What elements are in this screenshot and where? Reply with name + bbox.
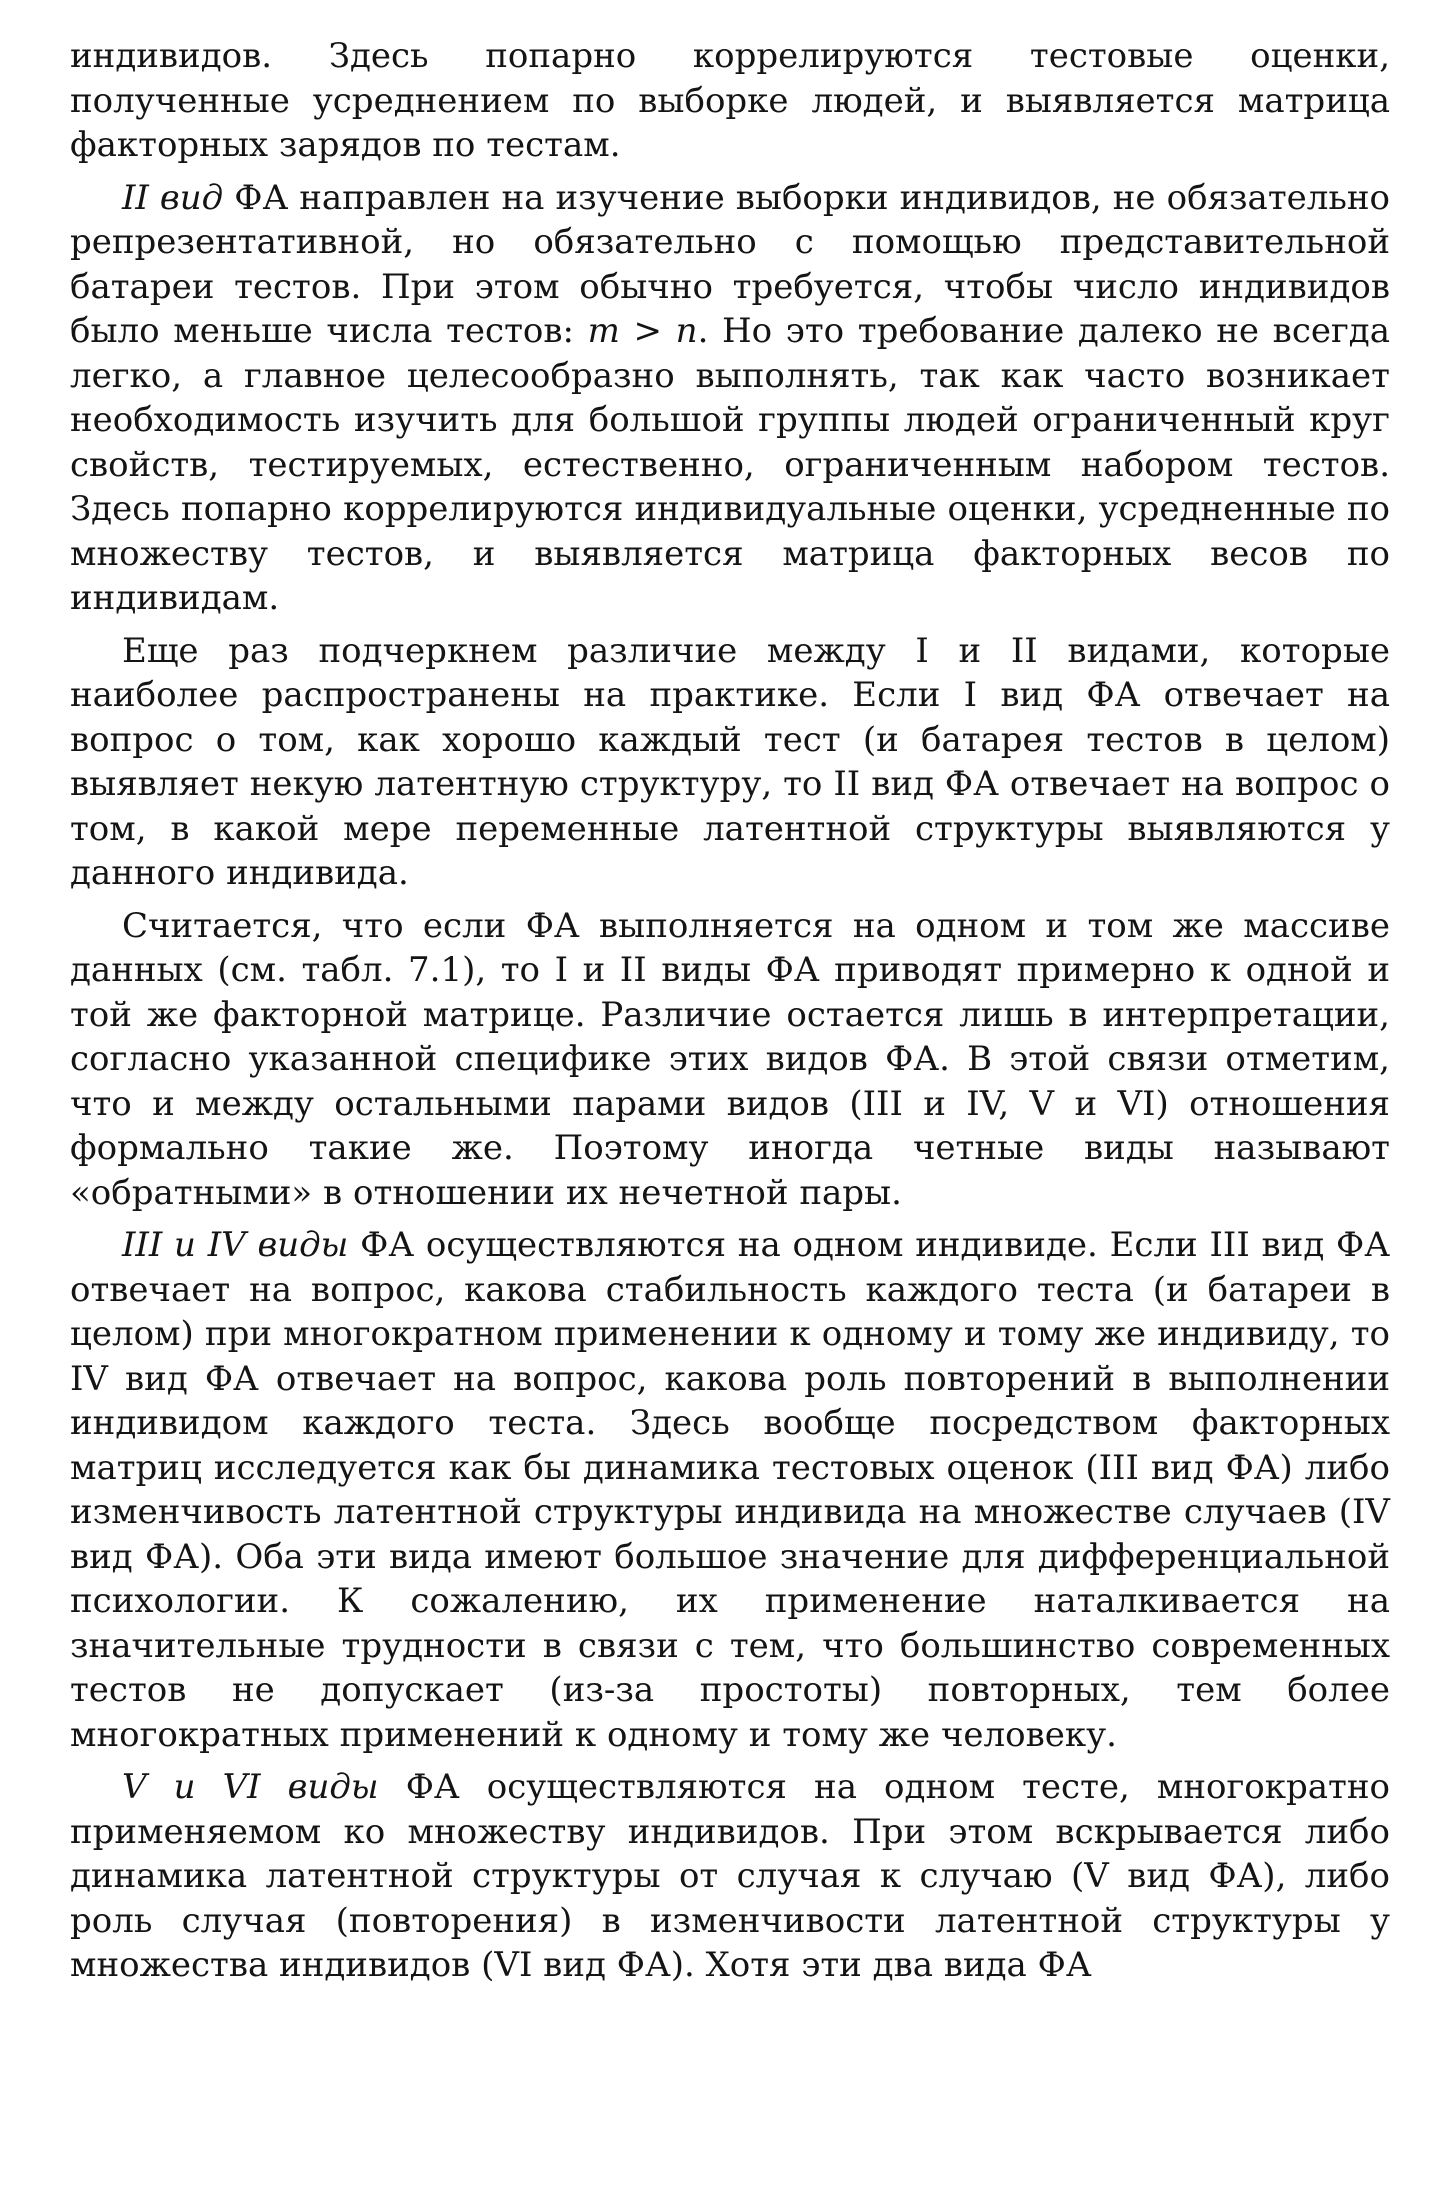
paragraph-text: индивидов. Здесь попарно коррелируются тестовые оценки, полученные усреднением по выборке людей, и выявляется матрица факторных зарядов по тестам. <box>70 36 1390 165</box>
paragraph-text: ФА осуществляются на одном тесте, многократно применяемом ко множеству индивидов. При этом вскрывается либо динамика латентной структуры от случая к случаю (V вид ФА), либо роль случая (повторения) в изменчивости латентной структуры у множества индивидов (VI вид ФА). Хотя эти два вида ФА <box>70 1767 1390 1985</box>
paragraph-comparison <box>70 629 1390 896</box>
paragraph-type-ii <box>70 176 1390 621</box>
document-page <box>70 34 1390 1996</box>
paragraph-continuation <box>70 34 1390 168</box>
paragraph-lead-term: V и VI виды <box>122 1767 379 1807</box>
paragraph-type-iii-iv <box>70 1223 1390 1757</box>
inline-formula: m > n <box>587 311 698 351</box>
paragraph-type-v-vi <box>70 1765 1390 1988</box>
paragraph-text: ФА направлен на изучение выборки индивидов, не обязательно репрезентативной, но обязательно с помощью представительной батареи тестов. При этом обычно требуется, чтобы число индивидов было меньше числа тестов: <box>70 177 1390 351</box>
paragraph-text: ФА осуществляются на одном индивиде. Если III вид ФА отвечает на вопрос, какова стабильность каждого теста (и батареи в целом) при многократном применении к одному и тому же индивиду, то IV вид ФА отвечает на вопрос, какова роль повторений в выполнении индивидом каждого теста. Здесь вообще посредством факторных матриц исследуется как бы динамика тестовых оценок (III вид ФА) либо изменчивость латентной структуры индивида на множестве случаев (IV вид ФА). Оба эти вида имеют большое значение для дифференциальной психологии. К сожалению, их применение наталкивается на значительные трудности в связи с тем, что большинство современных тестов не допускает (из-за простоты) повторных, тем более многократных применений к одному и тому же человеку. <box>70 1225 1390 1755</box>
paragraph-lead-term: II вид <box>122 177 224 218</box>
paragraph-reverse-types <box>70 904 1390 1216</box>
paragraph-text: . Но это требование далеко не всегда легко, а главное целесообразно выполнять, так как часто возникает необходимость изучить для большой группы людей ограниченный круг свойств, тестируемых, естественно, ограниченным набором тестов. Здесь попарно коррелируются индивидуальные оценки, усредненные по множеству тестов, и выявляется матрица факторных весов по индивидам. <box>70 311 1390 618</box>
paragraph-text: Еще раз подчеркнем различие между I и II видами, которые наиболее распространены на практике. Если I вид ФА отвечает на вопрос о том, как хорошо каждый тест (и батарея тестов в целом) выявляет некую латентную структуру, то II вид ФА отвечает на вопрос о том, в какой мере переменные латентной структуры выявляются у данного индивида. <box>70 630 1390 893</box>
paragraph-text: Считается, что если ФА выполняется на одном и том же массиве данных (см. табл. 7.1), то I и II виды ФА приводят примерно к одной и той же факторной матрице. Различие остается лишь в интерпретации, согласно указанной специфике этих видов ФА. В этой связи отметим, что и между остальными парами видов (III и IV, V и VI) отношения формально такие же. Поэтому иногда четные виды называют «обратными» в отношении их нечетной пары. <box>70 905 1390 1213</box>
paragraph-lead-term: III и IV виды <box>122 1225 349 1265</box>
